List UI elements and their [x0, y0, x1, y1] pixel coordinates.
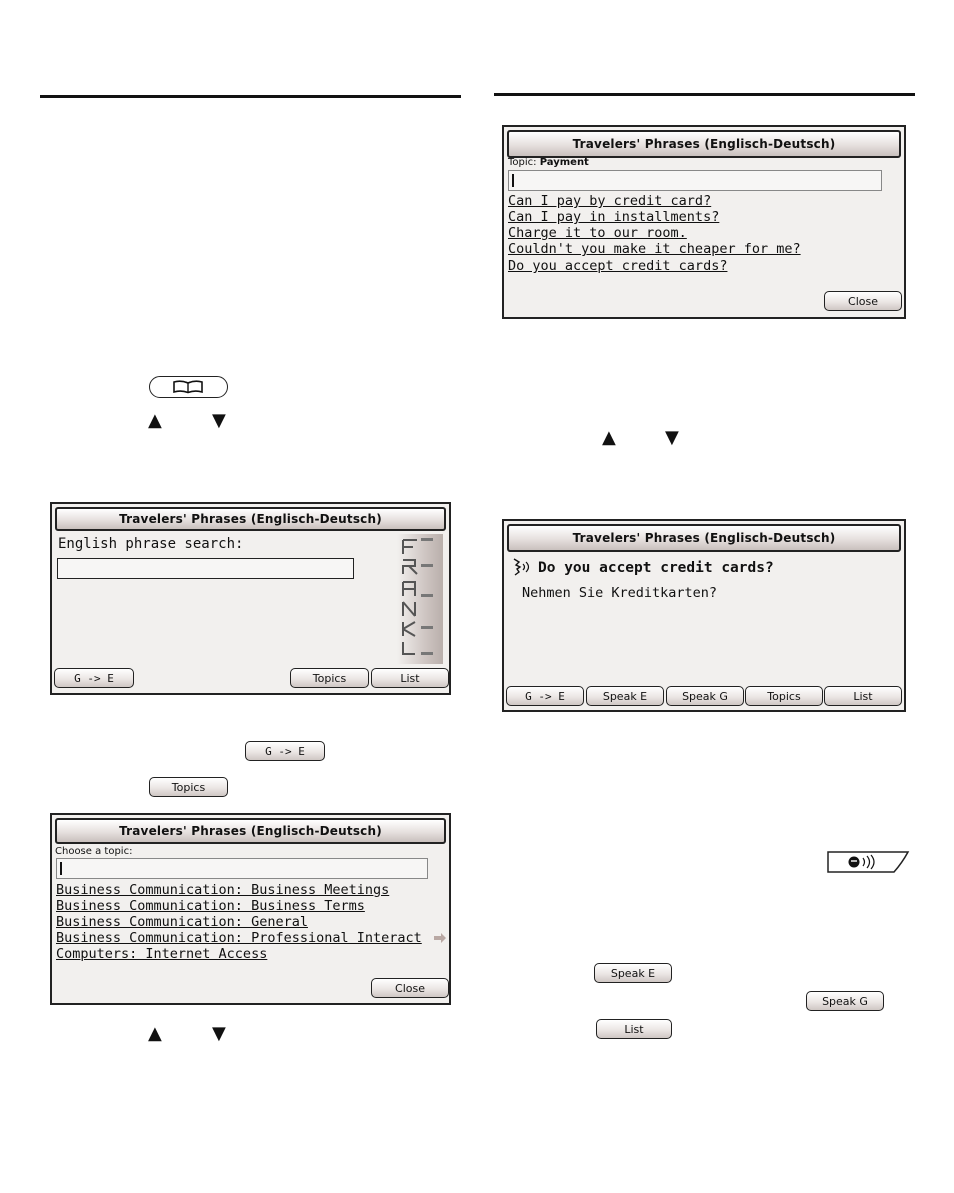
topic-item[interactable]: Business Communication: Business Terms — [56, 898, 365, 914]
speaker-icon — [826, 851, 910, 873]
english-phrase: Do you accept credit cards? — [538, 560, 774, 576]
topic-item[interactable]: Business Communication: Professional Interact — [56, 930, 422, 946]
phrase-item[interactable]: Couldn't you make it cheaper for me? — [508, 241, 801, 257]
inline-ge-button[interactable]: G -> E — [245, 741, 325, 761]
screen-title: Travelers' Phrases (Englisch-Deutsch) — [55, 818, 446, 844]
search-input[interactable] — [57, 558, 354, 579]
inline-topics-button[interactable]: Topics — [149, 777, 228, 797]
ge-button[interactable]: G -> E — [506, 686, 584, 706]
phrase-item[interactable]: Can I pay in installments? — [508, 209, 720, 225]
choose-topic-label: Choose a topic: — [55, 846, 133, 857]
screen-phrase-detail — [502, 519, 906, 712]
topic-item[interactable]: Business Communication: General — [56, 914, 308, 930]
topic-input[interactable] — [56, 858, 428, 879]
franklin-logo-strip — [397, 534, 443, 664]
phrase-item[interactable]: Do you accept credit cards? — [508, 258, 728, 274]
list-button[interactable]: List — [371, 668, 449, 688]
speak-g-button[interactable]: Speak G — [666, 686, 744, 706]
right-arrow-icon — [433, 932, 447, 944]
inline-list-button[interactable]: List — [596, 1019, 672, 1039]
up-arrow-icon: ▲ — [602, 427, 616, 448]
german-translation: Nehmen Sie Kreditkarten? — [522, 585, 718, 601]
topic-label-prefix: Topic: — [508, 157, 537, 168]
book-key[interactable] — [149, 376, 228, 398]
book-icon — [168, 379, 208, 395]
list-button[interactable]: List — [824, 686, 902, 706]
topic-name: Payment — [539, 157, 589, 168]
screen-phrase-search — [50, 502, 451, 695]
down-arrow-icon: ▼ — [665, 427, 679, 448]
topic-item[interactable]: Computers: Internet Access — [56, 946, 268, 962]
speaker-face-icon — [510, 557, 534, 577]
topic-item[interactable]: Business Communication: Business Meetings — [56, 882, 390, 898]
search-prompt: English phrase search: — [58, 536, 244, 552]
down-arrow-icon: ▼ — [212, 1023, 226, 1044]
down-arrow-icon: ▼ — [212, 410, 226, 431]
right-column-rule — [494, 93, 915, 96]
up-arrow-icon: ▲ — [148, 1023, 162, 1044]
speak-e-button[interactable]: Speak E — [586, 686, 664, 706]
close-button[interactable]: Close — [371, 978, 449, 998]
screen-title: Travelers' Phrases (Englisch-Deutsch) — [55, 507, 446, 531]
phrase-item[interactable]: Can I pay by credit card? — [508, 193, 712, 209]
text-cursor — [512, 174, 514, 187]
up-arrow-icon: ▲ — [148, 410, 162, 431]
topic-label — [508, 157, 589, 168]
speak-key[interactable] — [826, 851, 910, 873]
text-cursor — [60, 862, 62, 875]
screen-title: Travelers' Phrases (Englisch-Deutsch) — [507, 524, 901, 552]
inline-speak-e-button[interactable]: Speak E — [594, 963, 672, 983]
phrase-input[interactable] — [508, 170, 882, 191]
phrase-item[interactable]: Charge it to our room. — [508, 225, 687, 241]
screen-topic-payment — [502, 125, 906, 319]
topics-button[interactable]: Topics — [290, 668, 369, 688]
screen-title: Travelers' Phrases (Englisch-Deutsch) — [507, 130, 901, 158]
screen-choose-topic — [50, 813, 451, 1005]
left-column-rule — [40, 95, 461, 98]
close-button[interactable]: Close — [824, 291, 902, 311]
ge-button[interactable]: G -> E — [54, 668, 134, 688]
topics-button[interactable]: Topics — [745, 686, 823, 706]
inline-speak-g-button[interactable]: Speak G — [806, 991, 884, 1011]
